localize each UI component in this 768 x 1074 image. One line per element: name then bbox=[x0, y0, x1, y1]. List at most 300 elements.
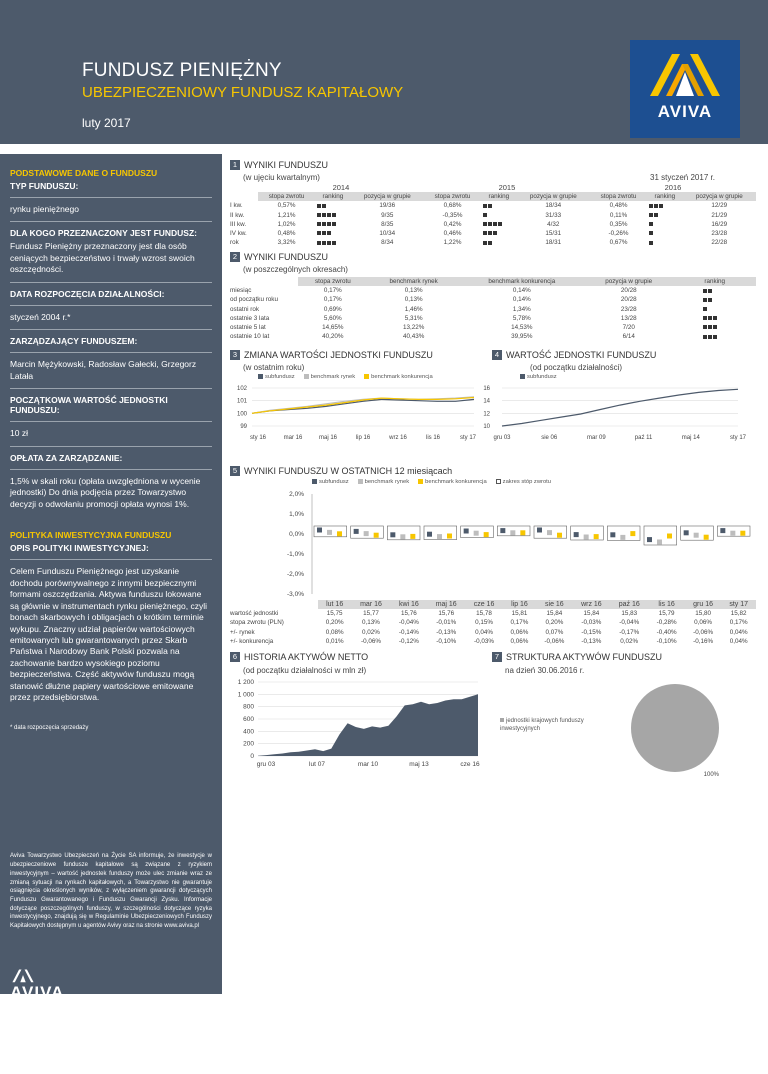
row-label: I kw. bbox=[230, 202, 243, 210]
table-cell: 15,84 bbox=[583, 610, 600, 618]
address-line-2: 00-189 Warszawa bbox=[10, 1033, 68, 1041]
pie-slice bbox=[631, 684, 719, 772]
table-cell: -0,40% bbox=[656, 628, 677, 636]
table-cell: -0,06% bbox=[544, 637, 565, 645]
return-marker bbox=[500, 528, 505, 533]
table-cell: 0,35% bbox=[609, 220, 628, 228]
ranking-cell bbox=[673, 295, 756, 304]
return-marker bbox=[354, 529, 359, 534]
ranking-block bbox=[703, 307, 707, 311]
table-row bbox=[228, 314, 756, 323]
sidebar bbox=[0, 154, 222, 1072]
table-row bbox=[228, 229, 756, 238]
table-cell: -0,28% bbox=[656, 619, 677, 627]
ranking-block bbox=[332, 213, 336, 217]
table-cell: 39,95% bbox=[511, 333, 533, 341]
table-row bbox=[228, 305, 756, 314]
table-cell: 10/34 bbox=[379, 230, 396, 238]
table-cell: 8/35 bbox=[381, 220, 394, 228]
return-marker bbox=[720, 528, 725, 533]
table-cell: 16/29 bbox=[711, 220, 728, 228]
row-label: +/- rynek bbox=[230, 628, 255, 636]
table-cell: 0,13% bbox=[404, 287, 423, 295]
section-number: 4 bbox=[492, 350, 502, 360]
section-3-subtitle: (w ostatnim roku) bbox=[243, 363, 305, 372]
table-cell: 15,84 bbox=[546, 610, 563, 618]
row-label: miesiąc bbox=[230, 287, 252, 295]
table-cell: 8/34 bbox=[381, 239, 394, 247]
y-tick-label: 600 bbox=[243, 716, 254, 723]
table-cell: 18/34 bbox=[545, 202, 562, 210]
table-cell: 0,02% bbox=[362, 628, 380, 636]
divider bbox=[10, 559, 212, 560]
return-marker bbox=[730, 531, 735, 536]
y-tick-label: 1 200 bbox=[237, 679, 254, 686]
legend-range: zakres stóp zwrotu bbox=[496, 479, 551, 485]
y-tick-label: 10 bbox=[483, 424, 490, 430]
table bbox=[228, 277, 756, 341]
table-row bbox=[228, 201, 756, 210]
section-title-text: STRUKTURA AKTYWÓW FUNDUSZU bbox=[506, 652, 663, 662]
row-label: ostatnie 5 lat bbox=[230, 324, 266, 332]
table-cell: 0,20% bbox=[545, 619, 564, 627]
return-marker bbox=[574, 532, 579, 537]
column-header: benchmark rynek bbox=[368, 277, 460, 286]
section-2-title bbox=[230, 252, 328, 262]
legend-fund: subfundusz bbox=[520, 374, 557, 380]
policy-label: OPIS POLITYKI INWESTYCYJNEJ: bbox=[10, 543, 149, 554]
section-number: 7 bbox=[492, 652, 502, 662]
phone: tel. +48 22 557 44 44 bbox=[10, 1054, 77, 1062]
ranking-block bbox=[708, 335, 712, 339]
table-cell: 0,57% bbox=[277, 202, 296, 210]
ranking-cell bbox=[481, 229, 517, 238]
table-cell: 0,04% bbox=[729, 628, 748, 636]
return-marker bbox=[630, 531, 635, 536]
table-cell: 0,04% bbox=[729, 637, 748, 645]
divider bbox=[10, 197, 212, 198]
ranking-cell bbox=[673, 286, 756, 295]
table-cell: 7/20 bbox=[622, 324, 635, 332]
return-marker bbox=[557, 533, 562, 538]
table-cell: 0,17% bbox=[729, 619, 748, 627]
section-2-subtitle: (w poszczególnych okresach) bbox=[243, 265, 348, 274]
ranking-cell bbox=[673, 332, 756, 341]
return-marker bbox=[484, 532, 489, 537]
y-tick-label: 400 bbox=[243, 728, 254, 736]
table-cell: 15,81 bbox=[511, 610, 528, 618]
table-cell: 31/33 bbox=[545, 211, 562, 219]
section-7-subtitle: na dzień 30.06.2016 r. bbox=[505, 666, 585, 675]
x-tick-label: paź 11 bbox=[634, 435, 653, 441]
chart-5-legend bbox=[312, 479, 551, 485]
return-marker bbox=[740, 531, 745, 536]
ranking-block bbox=[713, 325, 717, 329]
table-cell: -0,13% bbox=[581, 637, 602, 645]
ranking-block bbox=[654, 213, 658, 217]
month-header: maj 16 bbox=[427, 600, 465, 609]
table-cell: 0,08% bbox=[325, 628, 344, 636]
ranking-block bbox=[483, 222, 487, 226]
quarterly-results-table bbox=[228, 183, 756, 247]
period-results-table bbox=[228, 277, 756, 341]
y-tick-label: 1 000 bbox=[237, 691, 254, 699]
table-cell: 1,34% bbox=[512, 305, 531, 313]
ranking-block bbox=[322, 222, 326, 226]
ranking-block bbox=[703, 298, 707, 302]
table-row bbox=[228, 637, 756, 646]
table-cell: 40,20% bbox=[322, 333, 344, 341]
manager-label: ZARZĄDZAJĄCY FUNDUSZEM: bbox=[10, 336, 138, 347]
y-tick-label: 100 bbox=[236, 411, 247, 418]
table-cell: -0,01% bbox=[436, 619, 457, 627]
section-title-text: WYNIKI FUNDUSZU bbox=[244, 160, 328, 170]
section-title-text: WYNIKI FUNDUSZU W OSTATNICH 12 miesiącach bbox=[244, 466, 453, 476]
table-cell: 20/28 bbox=[620, 287, 637, 295]
table-cell: 0,13% bbox=[362, 619, 380, 627]
ranking-block bbox=[483, 241, 487, 245]
divider bbox=[10, 421, 212, 422]
ranking-cell bbox=[481, 211, 517, 220]
ranking-block bbox=[708, 298, 712, 302]
table-cell: 1,02% bbox=[277, 220, 296, 228]
return-marker bbox=[694, 533, 699, 538]
return-marker bbox=[327, 530, 332, 535]
ranking-block bbox=[483, 213, 487, 217]
ranking-cell bbox=[647, 238, 683, 247]
row-label: IV kw. bbox=[230, 230, 247, 238]
x-tick-label: cze 16 bbox=[460, 761, 480, 768]
fee-label: OPŁATA ZA ZARZĄDZANIE: bbox=[10, 452, 123, 463]
pie-legend bbox=[500, 718, 610, 734]
y-tick-label: 800 bbox=[243, 703, 254, 711]
x-tick-label: lis 16 bbox=[425, 435, 441, 441]
month-header: sie 16 bbox=[536, 600, 573, 609]
divider bbox=[10, 352, 212, 353]
table-cell: 0,13% bbox=[404, 296, 423, 304]
ranking-block bbox=[649, 241, 653, 245]
x-tick-label: mar 09 bbox=[587, 435, 606, 441]
divider bbox=[10, 446, 212, 447]
row-label: ostatnie 3 lata bbox=[230, 314, 270, 322]
table-cell: 15,79 bbox=[658, 610, 675, 618]
unit-value-chart bbox=[480, 380, 746, 456]
month-header: sty 17 bbox=[721, 600, 756, 609]
row-label: wartość jednostki bbox=[230, 610, 279, 618]
series-line bbox=[252, 399, 474, 413]
ranking-cell bbox=[647, 220, 683, 229]
table-cell: -0,26% bbox=[608, 230, 629, 238]
table-row bbox=[228, 609, 756, 618]
section-number: 1 bbox=[230, 160, 240, 170]
ranking-block bbox=[327, 241, 331, 245]
ranking-cell bbox=[315, 220, 351, 229]
ranking-cell bbox=[315, 238, 351, 247]
section-title-text: WYNIKI FUNDUSZU bbox=[244, 252, 328, 262]
series-line bbox=[252, 398, 474, 414]
ranking-block bbox=[703, 325, 707, 329]
table-cell: 23/28 bbox=[620, 305, 637, 313]
y-tick-label: 0 bbox=[250, 753, 254, 760]
ranking-block bbox=[483, 231, 487, 235]
aviva-logo bbox=[630, 40, 740, 138]
ranking-block bbox=[317, 231, 321, 235]
x-tick-label: lip 16 bbox=[355, 435, 371, 441]
return-marker bbox=[537, 528, 542, 533]
table-cell: 3,32% bbox=[277, 239, 296, 247]
section-title-text: HISTORIA AKTYWÓW NETTO bbox=[244, 652, 369, 662]
sidebar-logo bbox=[10, 967, 212, 983]
ranking-block bbox=[332, 241, 336, 245]
net-assets-chart bbox=[228, 674, 486, 774]
ranking-block bbox=[332, 222, 336, 226]
divider bbox=[10, 469, 212, 470]
table-cell: 15/31 bbox=[545, 230, 562, 238]
ranking-block bbox=[498, 222, 502, 226]
ranking-block bbox=[322, 231, 326, 235]
section-1-date: 31 styczeń 2017 r. bbox=[650, 173, 715, 182]
column-header: stopa zwrotu bbox=[258, 192, 315, 201]
return-marker bbox=[427, 532, 432, 537]
column-header: pozycja w grupie bbox=[351, 192, 424, 201]
table-cell: -0,14% bbox=[398, 628, 419, 636]
asset-structure-pie bbox=[615, 680, 735, 790]
ranking-block bbox=[317, 222, 321, 226]
section-7-title bbox=[492, 652, 662, 662]
ranking-block bbox=[488, 222, 492, 226]
section-title-text: WARTOŚĆ JEDNOSTKI FUNDUSZU bbox=[506, 350, 657, 360]
column-header: ranking bbox=[673, 277, 756, 286]
x-tick-label: sie 06 bbox=[541, 435, 558, 441]
row-label: ostatnie 10 lat bbox=[230, 333, 270, 341]
table-cell: 5,78% bbox=[512, 314, 531, 322]
table-cell: 1,46% bbox=[404, 305, 423, 313]
column-header: stopa zwrotu bbox=[424, 192, 481, 201]
manager-value: Marcin Mężykowski, Radosław Gałecki, Grzegorz Latała bbox=[10, 359, 197, 381]
ranking-block bbox=[493, 222, 497, 226]
y-tick-label: 102 bbox=[236, 386, 247, 392]
column-header: pozycja w grupie bbox=[683, 192, 756, 201]
table-cell: -0,06% bbox=[693, 628, 714, 636]
x-tick-label: sty 17 bbox=[729, 435, 746, 441]
basic-data-heading: PODSTAWOWE DANE O FUNDUSZU bbox=[10, 168, 158, 178]
divider bbox=[10, 388, 212, 389]
return-marker bbox=[374, 533, 379, 538]
month-header: cze 16 bbox=[465, 600, 503, 609]
ranking-cell bbox=[315, 229, 351, 238]
return-marker bbox=[667, 534, 672, 539]
table-cell: 0,04% bbox=[475, 628, 493, 636]
x-tick-label: mar 10 bbox=[357, 761, 379, 768]
x-tick-label: sty 17 bbox=[459, 435, 477, 441]
section-number: 2 bbox=[230, 252, 240, 262]
table-cell: 15,83 bbox=[621, 610, 638, 618]
table-cell: 0,17% bbox=[323, 296, 342, 304]
table-row bbox=[228, 238, 756, 247]
fee-value: 1,5% w skali roku (opłata uwzględniona w wycenie jednostki) Do dnia podjęcia przez Towarzystwo decyzji o odwołaniu promocji opłata wynosi 1%. bbox=[10, 475, 201, 509]
ranking-block bbox=[488, 231, 492, 235]
month-header: gru 16 bbox=[685, 600, 722, 609]
table-cell: 20/28 bbox=[620, 296, 637, 304]
row-label: rok bbox=[230, 239, 239, 247]
return-marker bbox=[657, 540, 662, 545]
table-cell: -0,35% bbox=[442, 211, 463, 219]
table-cell: 9/35 bbox=[381, 211, 394, 219]
return-marker bbox=[684, 530, 689, 535]
table-cell: -0,10% bbox=[656, 637, 677, 645]
ranking-block bbox=[649, 204, 653, 208]
table-row bbox=[228, 618, 756, 627]
y-tick-label: -1,0% bbox=[287, 551, 304, 558]
month-header: kwi 16 bbox=[391, 600, 428, 609]
company-name: Aviva Towarzystwo Ubezpieczeń na Życie SA bbox=[10, 1013, 160, 1021]
table-cell: 21/29 bbox=[711, 211, 728, 219]
y-tick-label: -3,0% bbox=[287, 591, 304, 598]
section-6-subtitle: (od początku działalności w mln zł) bbox=[243, 666, 367, 675]
table-cell: 14,53% bbox=[511, 324, 533, 332]
return-marker bbox=[364, 531, 369, 536]
return-marker bbox=[620, 535, 625, 540]
table-cell: 18/31 bbox=[545, 239, 562, 247]
return-marker bbox=[704, 535, 709, 540]
hotline: infolinia: 801 888 444 bbox=[10, 1044, 81, 1052]
ranking-block bbox=[654, 204, 658, 208]
y-tick-label: -2,0% bbox=[287, 571, 304, 578]
section-6-title bbox=[230, 652, 368, 662]
section-number: 3 bbox=[230, 350, 240, 360]
return-marker bbox=[447, 534, 452, 539]
return-marker bbox=[647, 537, 652, 542]
return-marker bbox=[547, 530, 552, 535]
series-line bbox=[502, 389, 738, 426]
table-cell: 0,17% bbox=[323, 287, 342, 295]
ranking-block bbox=[327, 222, 331, 226]
table-cell: -0,16% bbox=[693, 637, 714, 645]
month-header: wrz 16 bbox=[573, 600, 611, 609]
ranking-block bbox=[649, 222, 653, 226]
fund-subtitle: UBEZPIECZENIOWY FUNDUSZ KAPITAŁOWY bbox=[82, 84, 404, 101]
row-label: ostatni rok bbox=[230, 305, 260, 313]
x-tick-label: wrz 16 bbox=[389, 435, 407, 441]
ranking-block bbox=[488, 204, 492, 208]
table-cell: 0,01% bbox=[325, 637, 344, 645]
y-tick-label: 14 bbox=[483, 398, 490, 405]
table bbox=[228, 600, 756, 646]
table-cell: 13,22% bbox=[402, 324, 425, 332]
report-date: luty 2017 bbox=[82, 116, 131, 130]
table-cell: 0,06% bbox=[510, 637, 529, 645]
table-cell: 0,14% bbox=[512, 296, 531, 304]
month-header: paź 16 bbox=[610, 600, 648, 609]
month-header: lip 16 bbox=[503, 600, 536, 609]
table-cell: -0,12% bbox=[398, 637, 419, 645]
ranking-block bbox=[317, 241, 321, 245]
table-cell: 15,75 bbox=[326, 610, 343, 618]
table bbox=[228, 183, 756, 247]
table-cell: 13/28 bbox=[620, 314, 637, 322]
section-4-subtitle: (od początku działalności) bbox=[530, 363, 623, 372]
return-marker bbox=[390, 532, 395, 537]
ranking-cell bbox=[481, 201, 517, 210]
policy-heading: POLITYKA INWESTYCYJNA FUNDUSZU bbox=[10, 530, 172, 541]
return-marker bbox=[410, 534, 415, 539]
table-cell: -0,13% bbox=[436, 628, 457, 636]
table-cell: 0,14% bbox=[512, 287, 531, 295]
x-tick-label: maj 14 bbox=[681, 435, 700, 441]
policy-value: Celem Funduszu Pieniężnego jest uzyskanie dochodu porównywalnego z innymi bezpiecznymi formami oszczędzania. Aktywa funduszu lokowane są głównie w instrumentach rynku pieniężnego, czyli bonach skarbowych i obligacjach o krótkim terminie wykupu. Znaczny udział papierów wartościowych emitowanych lub gwarantowanych przez Skarb Państwa i Narodowy Bank Polski pozwala na zachowanie bardzo wysokiego poziomu bezpieczeństwa. Część aktywów funduszu mogą stanowić dłużne papiery wartościowe emitowane przez przedsiębiorstwa. bbox=[10, 566, 208, 703]
ranking-block bbox=[322, 213, 326, 217]
table-cell: 23/28 bbox=[711, 230, 728, 238]
audience-label: DLA KOGO PRZEZNACZONY JEST FUNDUSZ: bbox=[10, 228, 198, 239]
ranking-cell bbox=[481, 238, 517, 247]
table-cell: 14,65% bbox=[322, 324, 344, 332]
section-3-title bbox=[230, 350, 433, 360]
table-row bbox=[228, 332, 756, 341]
table-cell: 1,22% bbox=[443, 239, 462, 247]
ranking-block bbox=[327, 231, 331, 235]
area-series bbox=[258, 694, 478, 756]
table-cell: 4/32 bbox=[547, 220, 560, 228]
section-title-text: ZMIANA WARTOŚCI JEDNOSTKI FUNDUSZU bbox=[244, 350, 433, 360]
table-cell: -0,03% bbox=[474, 637, 494, 645]
start-label: DATA ROZPOCZĘCIA DZIAŁALNOŚCI: bbox=[10, 288, 165, 299]
audience-value: Fundusz Pieniężny przeznaczony jest dla osób ceniących bezpieczeństwo i trwały wzrost swoich oszczędności. bbox=[10, 241, 195, 275]
ranking-cell bbox=[647, 201, 683, 210]
table-row bbox=[228, 220, 756, 229]
ranking-block bbox=[708, 289, 712, 293]
table-cell: 0,07% bbox=[545, 628, 564, 636]
ranking-cell bbox=[673, 314, 756, 323]
monthly-results-table bbox=[228, 600, 756, 646]
table-cell: 22/28 bbox=[711, 239, 728, 247]
table-cell: -0,04% bbox=[398, 619, 419, 627]
return-marker bbox=[584, 535, 589, 540]
column-header: pozycja w grupie bbox=[584, 277, 673, 286]
return-marker bbox=[520, 530, 525, 535]
table-cell: 0,06% bbox=[694, 619, 713, 627]
y-tick-label: 0,0% bbox=[289, 531, 304, 538]
x-tick-label: gru 03 bbox=[493, 435, 511, 441]
legend-fund: subfundusz bbox=[258, 374, 295, 380]
table-cell: 5,31% bbox=[404, 314, 423, 322]
ranking-block bbox=[703, 335, 707, 339]
return-marker bbox=[400, 534, 405, 539]
y-tick-label: 12 bbox=[483, 411, 490, 418]
table-cell: -0,06% bbox=[360, 637, 381, 645]
table-cell: -0,03% bbox=[581, 619, 602, 627]
ranking-block bbox=[708, 316, 712, 320]
table-cell: 0,67% bbox=[609, 239, 628, 247]
ranking-block bbox=[649, 231, 653, 235]
ranking-block bbox=[649, 213, 653, 217]
year-header: 2014 bbox=[332, 183, 350, 193]
table-cell: 15,82 bbox=[730, 610, 747, 618]
section-number: 5 bbox=[230, 466, 240, 476]
month-header: lis 16 bbox=[648, 600, 685, 609]
pie-legend-label: jednostki krajowych funduszy inwestycyjnych bbox=[500, 718, 584, 732]
table-cell: 1,21% bbox=[277, 211, 296, 219]
column-header: ranking bbox=[647, 192, 683, 201]
year-header: 2015 bbox=[498, 183, 516, 193]
legend-fund: subfundusz bbox=[312, 479, 349, 485]
row-label: stopa zwrotu (PLN) bbox=[230, 619, 284, 627]
table-cell: 0,15% bbox=[475, 619, 493, 627]
table-cell: -0,10% bbox=[436, 637, 457, 645]
initial-value: 10 zł bbox=[10, 428, 28, 439]
logo-text: AVIVA bbox=[657, 102, 713, 121]
pie-percent-label: 100% bbox=[703, 772, 719, 778]
table-cell: 0,48% bbox=[277, 230, 296, 238]
